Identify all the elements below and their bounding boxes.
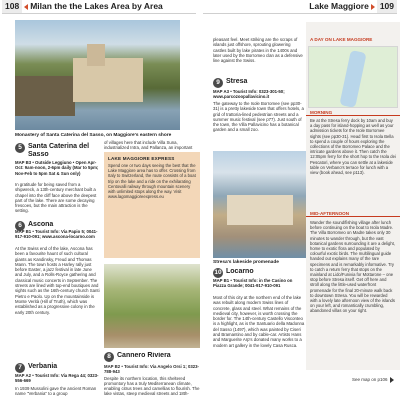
entry-8-heading: Cannero Riviera xyxy=(117,352,171,359)
entry-7-text: In 1939 Mussolini gave the ancient Roman name "Verbania" to a group xyxy=(15,386,97,397)
entry-5-number: 5 xyxy=(15,143,25,153)
entry-10-heading: Locarno xyxy=(226,268,254,275)
entry-9-title xyxy=(213,78,305,88)
right-page-header xyxy=(203,0,397,14)
entry-5-title xyxy=(15,143,100,158)
entry-7-map-ref: MAP A2 • Tourist Info: Via Rega 44; 0323-556-669 xyxy=(15,373,99,384)
entry-9-heading: Stresa xyxy=(226,78,248,85)
mid-afternoon-text: Wander the sound/fishing village after lunch before continuing on the boat to Isola Madre. The Villa Borromeo on Madre takes only 30 minutes to wander through, but the vast botanical gardens surrounding it are a delight, home to exotic flora and populated by colourful exotic birds. The multilingual guide handed out explains many of the rare specimens and is remarkably informative. Try to catch a return ferry that stops on the mainland at Lido/Funivia for Mottarone – one stop before Stresa itself. Get off here and stroll along the little-used waterfront promenade for the final 20-minute walk back to downtown Stresa. You will be rewarded with a lovely late afternoon view of the islands on your left, and romantically crumbling, abandoned villas on your right. xyxy=(310,220,395,314)
promenade-building-shape xyxy=(227,195,293,225)
entry-6-heading: Ascona xyxy=(28,221,54,228)
entry-6-text: At the Swiss end of the lake, Ascona has been a favourite haunt of such cultural giants as Kandinsky, Freud and Thomas Mann. The town hosts a Harley rally just before Easter, a jazz festival in late June and July, and a Rolls-Royce gathering and classical music concerts in September. The streets are lined with top-end boutiques and sights such as the 16th-century church Santi Pietro e Paolo. Up on the mountainside is Monte Verità (Hill of Truth), which was established as a progressive colony in the early 20th century. xyxy=(15,246,100,315)
entry-6-map-ref: MAP B1 • Tourist Info: Via Papio 5; 0041-917-910-091; www.ascona-locarno.com xyxy=(15,229,98,240)
entry-7-heading: Verbania xyxy=(28,363,58,370)
entry-10-map-ref: MAP B1 • Tourist Info: in the Casino on Piazza Grande; 0041-917-910-091 xyxy=(213,278,293,289)
monastery-photo xyxy=(15,20,180,130)
entry-5-map-ref: MAP B3 • Outside Leggiuno • Open Apr-Oct: 9am-noon, 2-6pm daily (Mar to 5pm; Nov-Feb to 5pm Sat & Sun only) xyxy=(15,160,99,176)
entry-8-map-ref: MAP B2 • Tourist Info: Via Angelo Orsi 1; 0323-788-943 xyxy=(104,364,199,375)
entry-10-number: 10 xyxy=(214,269,222,277)
right-page-title: Lake Maggiore xyxy=(309,1,369,11)
entry-9-map-ref: MAP A3 • Tourist Info: 0323-301-50; www.parcozoopallavicino.it xyxy=(213,89,285,100)
entry-9-number: 9 xyxy=(213,78,223,88)
cliff-shape xyxy=(15,76,75,116)
entry-6-number: 6 xyxy=(15,221,25,231)
right-arrow-icon xyxy=(371,4,375,10)
left-page-title: Milan the the Lakes Area by Area xyxy=(30,1,163,11)
lakeside-garden-photo xyxy=(104,264,200,348)
express-box-title: LAKE MAGGIORE EXPRESS xyxy=(108,156,175,161)
lake-shape xyxy=(339,50,366,108)
stresa-photo-caption: Stresa's lakeside promenade xyxy=(213,260,279,265)
monastery-photo-caption: Monastery of Santa Caterina del Sasso, on Maggiore's eastern shore xyxy=(15,133,172,138)
entry-9-text: The gateway to the Isole Borromee (see pp30-31) is a pretty lakeside town that offers hotels, a grid of trattoria-lined pedestrian streets and a summer music festival (see p77). Just south of the town, the Villa Pallavicino has a botanical garden and a small zoo. xyxy=(213,101,304,133)
entry-7-number: 7 xyxy=(15,363,25,373)
entry-7-title xyxy=(15,363,100,373)
footer-arrow-icon xyxy=(390,377,394,383)
monastery-building-shape xyxy=(73,58,143,102)
express-box-text: Spend one or two days seeing the best that the Lake Maggiore area has to offer. Crossing from Italy to Switzerland, the route consists of a boat trip on the lake and a ride on the exhilarating Centovalli railway through mountain scenery with unlimited stops along the way. Visit www.lagomaggioreexpress.eu xyxy=(108,163,196,200)
left-page-header xyxy=(2,0,196,14)
see-map-footer[interactable] xyxy=(352,377,396,383)
entry-8-block xyxy=(104,352,200,396)
sidebar-heading: A DAY ON LAKE MAGGIORE xyxy=(310,37,373,42)
left-page-number: 108 xyxy=(2,0,22,13)
morning-text: Be at the Stresa ferry dock by 10am and buy a day pass for island-hopping as well as your admission tickets for the Isole Borromee sights (see pp30-31). Head first to Isola Bella to spend a couple of hours exploring the collections of the Borromeo Palace and the intricate gardens above it. Then catch the 12:05pm ferry for the short hop to the Isola dei Pescatori, where you can settle at a lakeside table on Verbano's terrace for lunch with a view (book ahead, see p113). xyxy=(310,118,396,176)
entry-5-text: In gratitude for being saved from a shipwreck, a 13th-century merchant built a chapel into the cliff face above the deepest part of the lake. There are some decaying frescoes, but the main attraction is the setting. xyxy=(15,182,97,214)
bell-tower-shape xyxy=(87,44,105,66)
morning-label: MORNING xyxy=(306,110,400,116)
mid-afternoon-label: MID-AFTERNOON xyxy=(306,211,400,217)
lake-maggiore-express-box xyxy=(104,152,200,258)
entry-8-title xyxy=(104,352,200,362)
entry-5-heading: Santa Caterina del Sasso xyxy=(28,143,90,158)
cannero-continuation-text: pleasant feel. Meet striking are the scraps of islands just offshore, sprouting glowering castles built by lake pirates in the 1400s and later used by the Borromeo clan as a defensive line against the Swiss. xyxy=(213,37,303,64)
left-arrow-icon xyxy=(24,4,28,10)
lake-maggiore-mini-map xyxy=(308,46,398,108)
entry-8-number: 8 xyxy=(104,352,114,362)
right-page-number: 109 xyxy=(377,0,397,13)
entry-8-text: Despite its northern location, this sheltered promontory has a truly Mediterranean climate, enabling citrus trees and camellias to flourish. The lake vistas, steep medieval streets and 18th- xyxy=(104,375,200,396)
verbania-continuation-text: of villages here that include Villa Suna, industrialized Intra, and Pallanza, an important xyxy=(104,140,193,150)
entry-10-text: Most of this city at the northern end of the lake was rebuilt along modern Swiss lines of concrete, glass and steel. What remains of the medieval city, however, is worth crossing the border for. The 14th-century Castello Visconteo is a highlight, as is the Santuario della Madonna del Sasso (1497), which was painted by Ciseri and Bramantino and by cable-car. Artists Hans and Marguerite Arp's donated many works to a modern art gallery in the lovely Casa Rusca. xyxy=(213,295,305,348)
see-map-text: See map on p106 xyxy=(352,377,388,383)
entry-10-title xyxy=(213,268,305,278)
stresa-promenade-photo xyxy=(213,151,307,258)
